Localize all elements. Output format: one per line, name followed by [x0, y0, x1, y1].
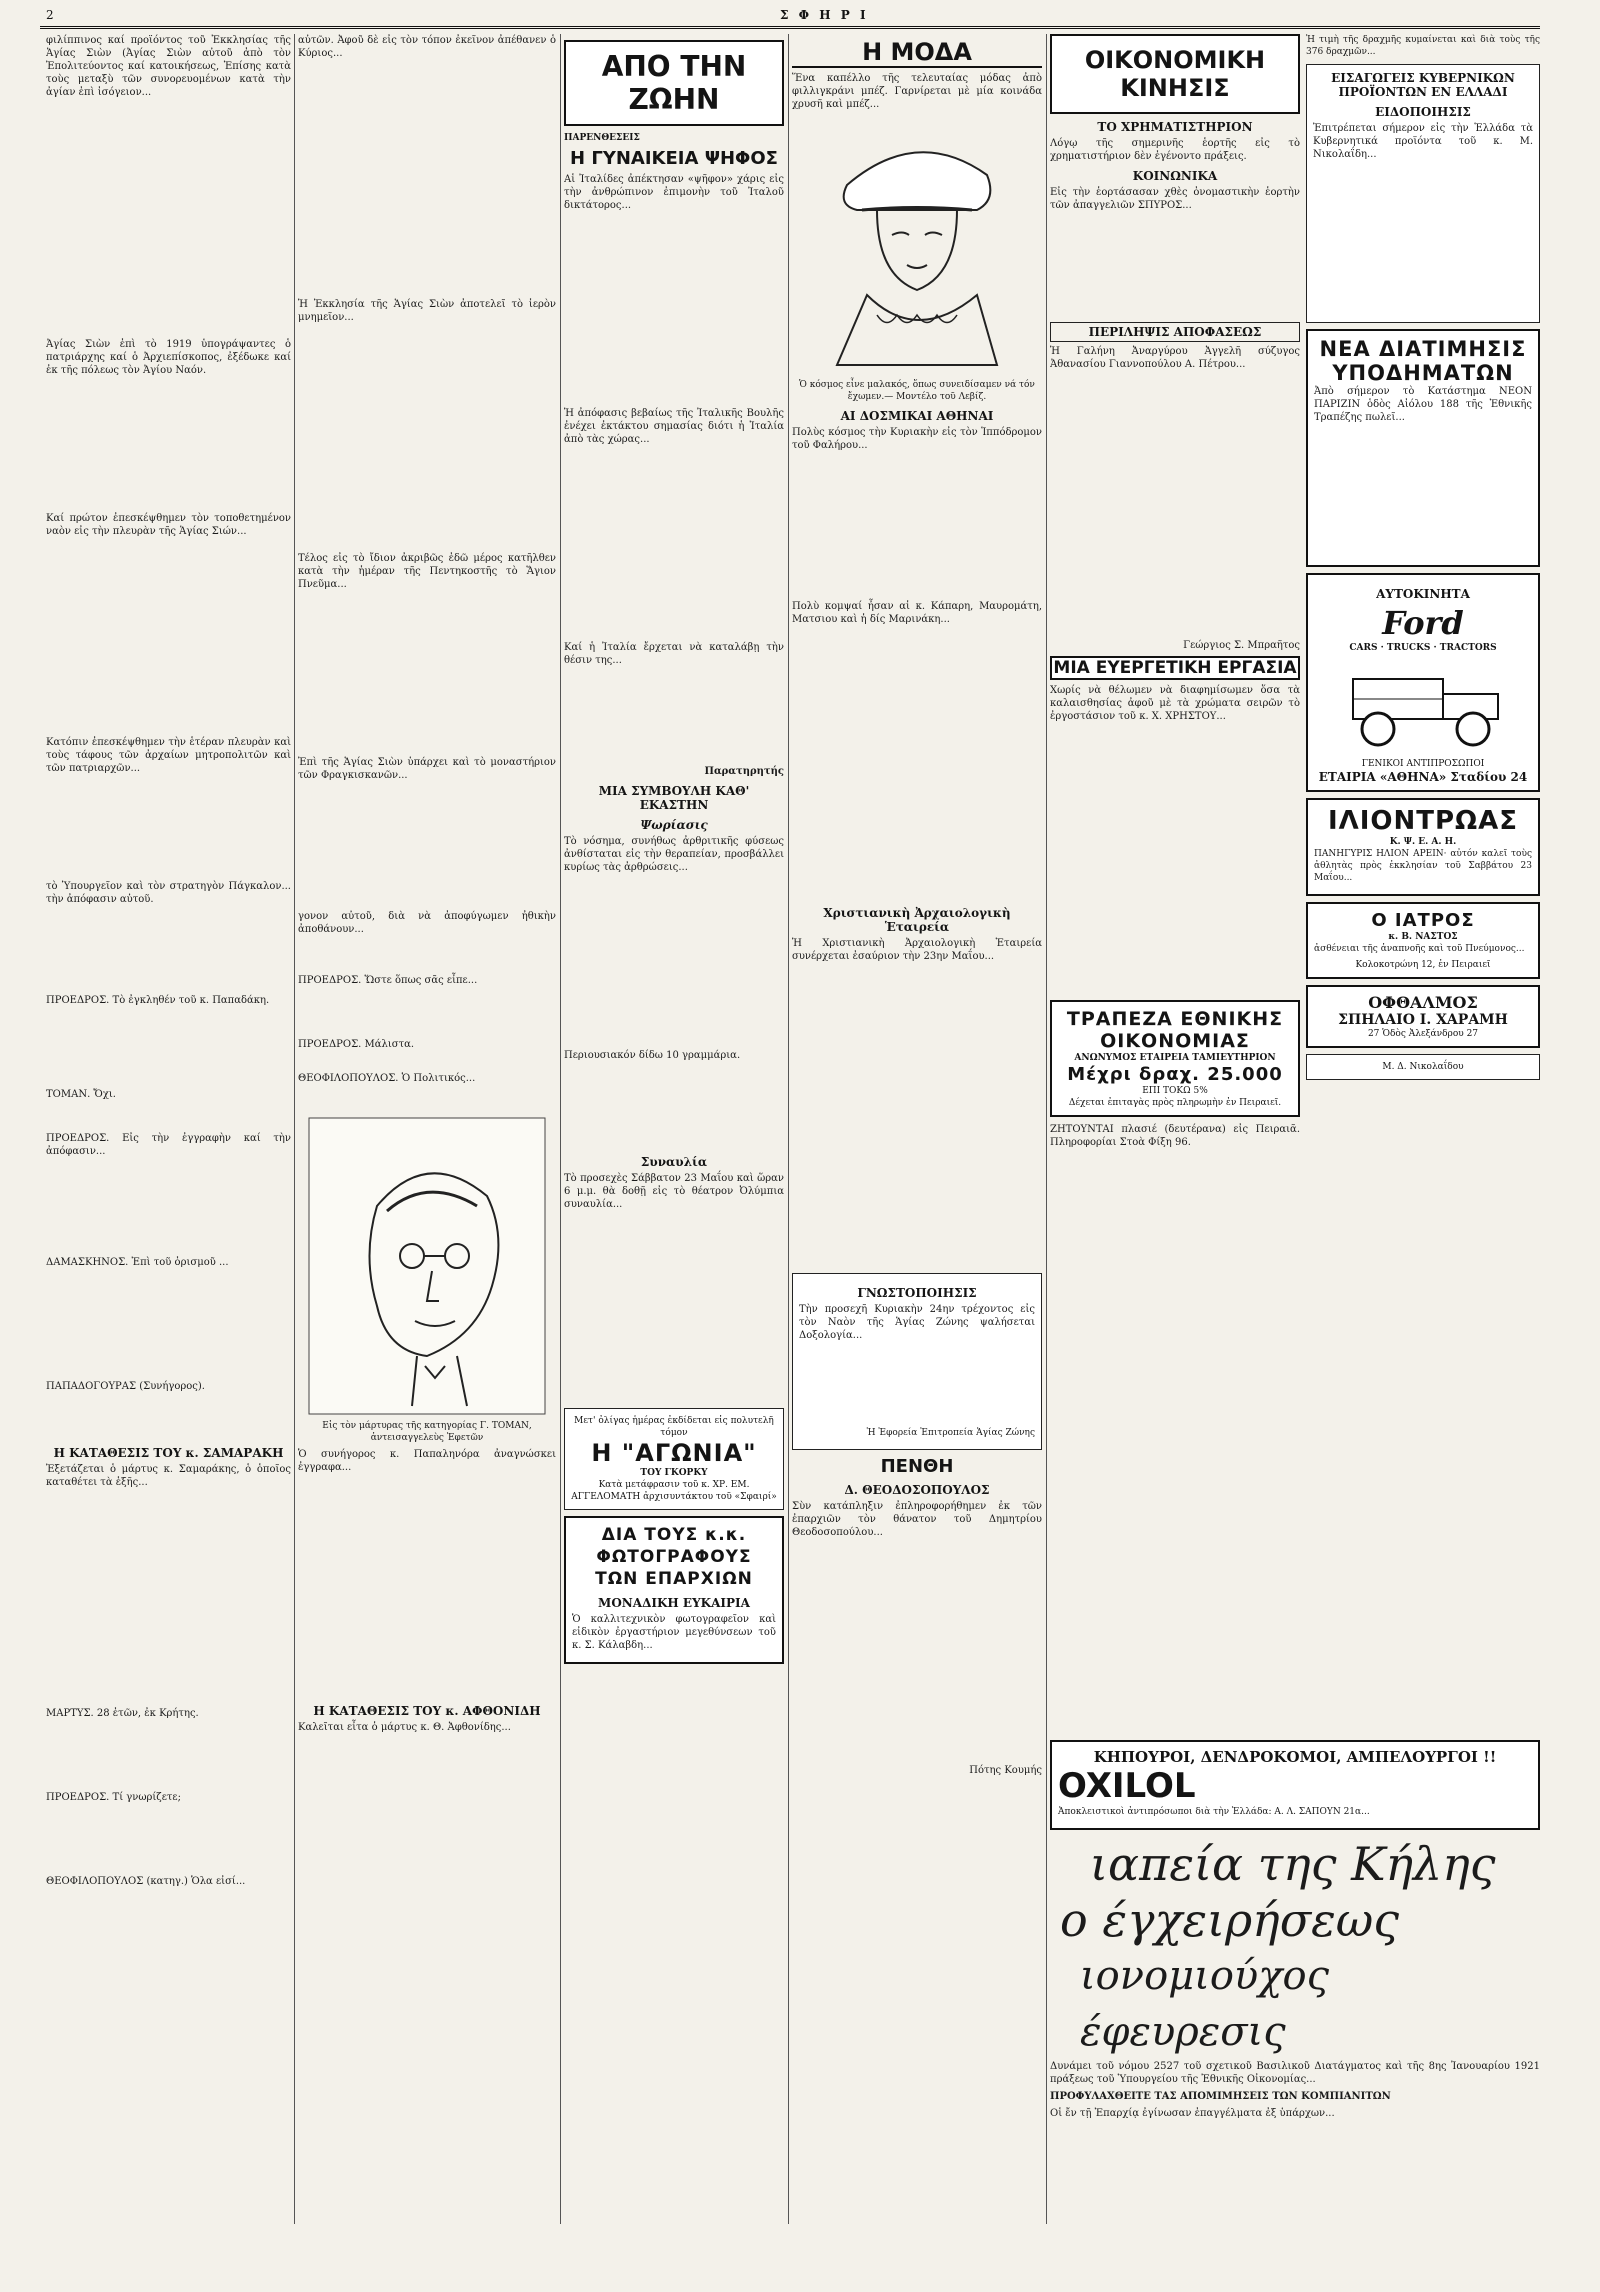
page-number: 2: [46, 8, 57, 22]
summary-text: Ἡ Γαλήνη Ἀναργύρου Ἀγγελῆ σύζυγος Ἀθανασίου Γιαννοπούλου Α. Πέτρου...: [1050, 346, 1300, 370]
importers-title: ΕΙΣΑΓΩΓΕΙΣ ΚΥΒΕΡΝΙΚΩΝ ΠΡΟΪΟΝΤΩΝ ΕΝ ΕΛΛΑΔΙ: [1331, 71, 1515, 99]
obituary-name: Δ. ΘΕΟΔΟΣΟΠΟΥΛΟΣ: [844, 1483, 990, 1497]
shoe-ad: [1306, 329, 1540, 567]
ad-text: Ὁ καλλιτεχνικὸν φωτογραφεῖον καὶ εἰδικὸν ἐργαστήριον μεγεθύνσεων τοῦ κ. Σ. Κάλαβδη...: [572, 1614, 776, 1651]
ad-title: Η "ΑΓΩΝΙΑ": [591, 1439, 757, 1467]
ad-subtitle: ΜΟΝΑΔΙΚΗ ΕΥΚΑΙΡΙΑ: [598, 1596, 750, 1610]
ford-logo: Ford: [1382, 604, 1464, 642]
economic-column: [1050, 34, 1300, 1724]
paragraph: ΘΕΟΦΙΛΟΠΟΥΛΟΣ (κατηγ.) Ὁλα εἰσί...: [46, 1876, 246, 1887]
paragraph: ΠΡΟΕΔΡΟΣ. Εἰς τὴν ἐγγραφὴν καί τὴν ἀπόφασιν...: [46, 1133, 291, 1157]
paragraph: ΠΡΟΕΔΡΟΣ. Ὥστε ὅπως σᾶς εἶπε...: [298, 975, 478, 986]
ad-agonia: [564, 1408, 784, 1510]
handwritten-line: ο έγχειρήσεως: [1060, 1893, 1400, 1947]
doctor-ad: [1306, 902, 1540, 979]
ad-author: ΤΟΥ ΓΚΟΡΚΥ: [640, 1468, 708, 1478]
column-rule: [560, 34, 561, 2224]
paragraph: Καλεῖται εἶτα ὁ μάρτυς κ. Θ. Ἀφθονίδης...: [298, 1722, 511, 1733]
paper-name: Σ Φ Η Ρ Ι: [780, 8, 869, 22]
column-5: [1050, 34, 1540, 2224]
paragraph: ΠΡΟΕΔΡΟΣ. Τὸ ἐγκληθέν τοῦ κ. Παπαδάκη.: [46, 995, 270, 1006]
oxilol-text: Ἀποκλειστικοὶ ἀντιπρόσωποι διὰ τὴν Ἑλλάδα: Α. Λ. ΣΑΠΟΥΝ 21α...: [1058, 1807, 1370, 1817]
patent-sub: Οἱ ἔν τῇ Ἐπαρχίᾳ ἐγίνωσαν ἐπαγγέλματα ἐξ ὑπάρχων...: [1050, 2108, 1335, 2119]
optician-shop: ΣΠΗΛΑΙΟ Ι. ΧΑΡΑΜΗ: [1338, 1012, 1508, 1028]
ford-head: ΑΥΤΟΚΙΝΗΤΑ: [1376, 587, 1470, 601]
importers-text: Ἐπιτρέπεται σήμερον εἰς τὴν Ἑλλάδα τὰ Κυβερνητικά προϊόντα τοῦ κ. Μ. Νικολαΐδη...: [1313, 123, 1533, 160]
subheading: Συναυλία: [640, 1155, 708, 1169]
paragraph: Καί ἡ Ἰταλία ἔρχεται νὰ καταλάβῃ τὴν θέσιν της...: [564, 642, 784, 666]
gardener-box: [1050, 1740, 1540, 1830]
paragraph: Κατόπιν ἐπεσκέψθημεν τὴν ἑτέραν πλευρὰν καὶ τοὺς τάφους τῶν ἀρχαίων μητροπολιτῶν καὶ τῶν πατριαρχῶν...: [46, 737, 291, 774]
paragraph: τὸ Ὑπουργεῖον καὶ τὸν στρατηγὸν Πάγκαλον... τὴν ἀπόφασιν αὐτοῦ.: [46, 881, 291, 905]
gardener-title: ΚΗΠΟΥΡΟΙ, ΔΕΝΔΡΟΚΟΜΟΙ, ΑΜΠΕΛΟΥΡΓΟΙ !!: [1093, 1748, 1497, 1766]
notice-box: [792, 1273, 1042, 1450]
column-1: [46, 34, 291, 2224]
paragraph: αὐτῶν. Ἀφοῦ δὲ εἰς τὸν τόπον ἐκεῖνον ἀπέθανεν ὁ Κύριος...: [298, 35, 556, 59]
subheading: ΑΙ ΔΟΣΜΙΚΑΙ ΑΘΗΝΑΙ: [840, 409, 994, 423]
handwritten-line: ιονομιούχος έφευρεσις: [1080, 1953, 1329, 2055]
bank-name: ΤΡΑΠΕΖΑ ΕΘΝΙΚΗΣ ΟΙΚΟΝΟΜΙΑΣ: [1066, 1008, 1284, 1052]
column-2: [298, 34, 556, 2224]
portrait-sketch: [307, 1116, 547, 1416]
economic-banner: [1050, 34, 1300, 114]
fashion-caption: Ὁ κόσμος εἶνε μαλακός, ὅπως συνειδίσαμεν νά τόν ἔχωμεν.— Μοντέλο τοῦ Λεβίζ.: [799, 380, 1035, 402]
summary-heading: ΠΕΡΙΛΗΨΙΣ ΑΠΟΦΑΣΕΩΣ: [1050, 322, 1300, 342]
bank-ad: [1050, 1000, 1300, 1117]
ad-note: Κατὰ μετάφρασιν τοῦ κ. ΧΡ. ΕΜ. ΑΓΓΕΛΟΜΑΤΗ ἀρχισυντάκτου τοῦ «Σφαιρί»: [571, 1480, 777, 1502]
oxilol-logo: OXILOL: [1058, 1766, 1196, 1806]
obituary-sign: Πότης Κουμής: [969, 1765, 1042, 1776]
section-banner: [564, 40, 784, 126]
patent-text: Δυνάμει τοῦ νόμου 2527 τοῦ σχετικοῦ Βασιλικοῦ Διατάγματος καὶ τῆς 8ης Ἰανουαρίου 1921 πράξεως τοῦ Ὑπουργείου τῆς Ἐθνικῆς Οἰκονομίας...: [1050, 2061, 1540, 2085]
ads-column: [1306, 34, 1540, 1454]
iliontroas-title: ΙΛΙΟΝΤΡΩΑΣ: [1327, 806, 1519, 836]
column-3: [564, 34, 784, 2224]
bank-sub: ΑΝΩΝΥΜΟΣ ΕΤΑΙΡΕΙΑ ΤΑΜΙΕΥΤΗΡΙΟΝ: [1074, 1053, 1276, 1063]
ford-company: ΕΤΑΙΡΙΑ «ΑΘΗΝΑ» Σταδίου 24: [1318, 770, 1528, 784]
paragraph: ΔΑΜΑΣΚΗΝΟΣ. Ἐπὶ τοῦ ὀρισμοῦ ...: [46, 1257, 229, 1268]
masthead: [40, 8, 1540, 29]
paragraph: Πολὺς κόσμος τὴν Κυριακὴν εἰς τὸν Ἱππόδρομον τοῦ Φαλήρου...: [792, 427, 1042, 451]
social-text: Εἰς τὴν ἑορτάσασαν χθὲς ὀνομαστικὴν ἑορτὴν τῶν ἀπαγγελιῶν ΣΠΥΡΟΣ...: [1050, 187, 1300, 211]
importers-ad: [1306, 64, 1540, 323]
ad-title: ΔΙΑ ΤΟΥΣ κ.κ. ΦΩΤΟΓΡΑΦΟΥΣ ΤΩΝ ΕΠΑΡΧΙΩΝ: [595, 1525, 753, 1589]
ford-sub: CARS · TRUCKS · TRACTORS: [1349, 643, 1497, 653]
wanted-ad: ΖΗΤΟΥΝΤΑΙ πλασιέ (δευτέρανα) εἰς Πειραιᾶ. Πληροφορίαι Στοὰ Φίξη 96.: [1050, 1124, 1300, 1148]
bank-note: Δέχεται ἐπιταγὰς πρὸς πληρωμὴν ἐν Πειραιεῖ.: [1068, 1098, 1282, 1108]
shoe-title: ΝΕΑ ΔΙΑΤΙΜΗΣΙΣ ΥΠΟΔΗΜΑΤΩΝ: [1319, 337, 1527, 385]
optician-ad: [1306, 985, 1540, 1048]
paragraph: Ἐξετάζεται ὁ μάρτυς κ. Σαμαράκης, ὁ ὁποῖος καταθέτει τὰ ἑξῆς...: [46, 1464, 291, 1488]
ad-photographers: [564, 1516, 784, 1664]
paragraph: Ἀγίας Σιὼν ἐπὶ τὸ 1919 ὑπογράψαντες ὁ πατριάρχης καί ὁ Ἀρχιεπίσκοπος, ἐξέδωκε καί ἐκ τῆς πόλεως τὸν Ἀγίου Ναόν.: [46, 339, 291, 376]
market-heading: ΤΟ ΧΡΗΜΑΤΙΣΤΗΡΙΟΝ: [1097, 120, 1253, 134]
iliontroas-text: ΠΑΝΗΓΥΡΙΣ ΗΛΙΟΝ ΑΡΕΙΝ· αὐτόν καλεῖ τοὺς ἀθλητὰς πρὸς ἐκκλησίαν τοῦ Σαββάτου 23 Μαΐου...: [1314, 849, 1532, 883]
paragraph: Ὁ συνήγορος κ. Παπαληνόρα ἀναγνώσκει ἐγγραφα...: [298, 1449, 556, 1473]
column-4: [792, 34, 1042, 2224]
ford-agent: ΓΕΝΙΚΟΙ ΑΝΤΙΠΡΟΣΩΠΟΙ: [1361, 759, 1485, 769]
column-rule: [1046, 34, 1047, 2224]
doctor-text: ἀσθένειαι τῆς ἀναπνοῆς καὶ τοῦ Πνεύμονος...: [1314, 944, 1525, 954]
column-head: ΜΙΑ ΣΥΜΒΟΥΛΗ ΚΑΘ' ΕΚΑΣΤΗΝ: [598, 784, 750, 812]
notice-small: Ἡ τιμὴ τῆς δραχμῆς κυμαίνεται καὶ διὰ τοὺς τῆς 376 δραχμῶν...: [1306, 35, 1540, 57]
paragraph: γονον αὐτοῦ, διὰ νὰ ἀποφύγωμεν ἠθικὴν ἀποθάνουν...: [298, 911, 556, 935]
notice-sign: Ἡ Ἐφορεία Ἐπιτροπεία Ἁγίας Ζώνης: [866, 1428, 1035, 1438]
summary-sign: Γεώργιος Σ. Μπραῆτος: [1183, 640, 1300, 651]
obituary-title: ΠΕΝΘΗ: [880, 1456, 954, 1477]
patent-warning: ΠΡΟΦΥΛΑΧΘΕΙΤΕ ΤΑΣ ΑΠΟΜΙΜΗΣΕΙΣ ΤΩΝ ΚΟΜΠΙΑΝΙΤΩΝ: [1050, 2091, 1391, 2102]
subheading: Χριστιανικὴ Ἀρχαιολογικὴ Ἑταιρεία: [823, 906, 1011, 934]
doctor-address: Κολοκοτρώνη 12, ἐν Πειραιεῖ: [1355, 960, 1491, 970]
optician-address: 27 Ὁδὸς Ἀλεξάνδρου 27: [1367, 1029, 1479, 1039]
column-rule: [788, 34, 789, 2224]
section-title: ΑΠΟ ΤΗΝ ΖΩΗΝ: [601, 50, 747, 116]
paragraph: ΤΟΜΑΝ. Ὄχι.: [46, 1089, 116, 1100]
fashion-illustration: [807, 115, 1027, 375]
byline: Παρατηρητής: [704, 766, 784, 777]
iliontroas-sub: Κ. Ψ. Ε. Α. Η.: [1389, 837, 1457, 847]
article-title: Η ΓΥΝΑΙΚΕΙΑ ΨΗΦΟΣ: [570, 148, 778, 169]
paragraph: ΠΑΠΑΔΟΓΟΥΡΑΣ (Συνήγορος).: [46, 1381, 205, 1392]
bank-rate: ΕΠΙ ΤΟΚΩ 5%: [1142, 1086, 1208, 1096]
paragraph: Καί πρώτον ἐπεσκέψθημεν τὸν τοποθετημένον ναὸν εἰς τὴν πλευρὰν τῆς Ἁγίας Σιών...: [46, 513, 291, 537]
portrait-caption: Εἰς τὸν μάρτυρας τῆς κατηγορίας Γ. ΤΟΜΑΝ, ἀντεισαγγελεὺς Ἐφετῶν: [322, 1421, 532, 1443]
advice-text: Τὸ νόσημα, συνήθως ἀρθριτικῆς φύσεως ἀνθίσταται εἰς τὴν θεραπείαν, προσβάλλει κυρίως τὰς ἀρθρώσεις...: [564, 836, 784, 873]
subheading: Η ΚΑΤΑΘΕΣΙΣ ΤΟΥ κ. ΣΑΜΑΡΑΚΗ: [53, 1446, 284, 1460]
column-rule: [294, 34, 295, 2224]
advice-title: Ψωρίασις: [640, 818, 708, 832]
iliontroas-ad: [1306, 798, 1540, 896]
subheading: Η ΚΑΤΑΘΕΣΙΣ ΤΟΥ κ. ΑΦΘΟΝΙΔΗ: [313, 1704, 541, 1718]
bottom-ad: [1050, 1734, 1540, 2224]
ad-intro: Μετ' ὀλίγας ἡμέρας ἐκδίδεται εἰς πολυτελῆ τόμον: [574, 1416, 774, 1438]
paragraph: Τὸ προσεχὲς Σάββατον 23 Μαΐου καὶ ὥραν 6 μ.μ. θὰ δοθῇ εἰς τὸ θέατρον Ὀλύμπια συναυλία...: [564, 1173, 784, 1210]
paragraph: ΠΡΟΕΔΡΟΣ. Τί γνωρίζετε;: [46, 1792, 181, 1803]
paragraph: Ἡ ἀπόφασις βεβαίως τῆς Ἰταλικῆς Βουλῆς ἐνέχει ἐκτάκτου σημασίας διότι ἡ Ἰταλία ἀπὸ τὰς χώρας...: [564, 408, 784, 445]
paragraph: Αἱ Ἰταλίδες ἀπέκτησαν «ψῆφον» χάρις εἰς τὴν ἀνθρώπινον ἐπιμονὴν τοῦ Ἰταλοῦ δικτάτορος...: [564, 174, 784, 211]
small-ad: Μ. Δ. Νικολαΐδου: [1306, 1054, 1540, 1080]
paragraph: ΠΡΟΕΔΡΟΣ. Μάλιστα.: [298, 1039, 415, 1050]
doctor-name: κ. Β. ΝΑΣΤΟΣ: [1388, 932, 1458, 942]
paragraph: Ἡ Ἐκκλησία τῆς Ἁγίας Σιὼν ἀποτελεῖ τὸ ἱερὸν μνημεῖον...: [298, 299, 556, 323]
ford-ad: [1306, 573, 1540, 792]
notice-title: ΓΝΩΣΤΟΠΟΙΗΣΙΣ: [857, 1286, 977, 1300]
shoe-text: Ἀπὸ σήμερον τὸ Κατάστημα ΝΕΟΝ ΠΑΡΙΖΙΝ ὁδὸς Αἰόλου 188 τῆς Ἐθνικῆς Τραπέζης πωλεῖ...: [1314, 386, 1532, 423]
doctor-title: Ο ΙΑΤΡΟΣ: [1371, 910, 1475, 931]
kicker: ΠΑΡΕΝΘΕΣΕΙΣ: [564, 133, 640, 143]
bank-offer: Μέχρι δραχ. 25.000: [1067, 1064, 1283, 1085]
obituary-text: Σὺν κατάπληξιν ἐπληροφορήθημεν ἐκ τῶν ἐπαρχιῶν τὸν θάνατον τοῦ Δημητρίου Θεοδοσοπούλου...: [792, 1501, 1042, 1538]
car-illustration: [1323, 654, 1523, 754]
paragraph: Τέλος εἰς τὸ ἴδιον ἀκριβῶς ἐδῶ μέρος κατῆλθεν κατὰ τὴν ἡμέραν τῆς Πεντηκοστῆς τὸ Ἅγιον Πνεῦμα...: [298, 553, 556, 590]
market-text: Λόγῳ τῆς σημερινῆς ἑορτῆς εἰς τὸ χρηματιστήριον δὲν ἐγένοντο πράξεις.: [1050, 138, 1300, 162]
fashion-intro: Ἕνα καπέλλο τῆς τελευταίας μόδας ἀπὸ φιλλιγκράνι μπέζ. Γαρνίρεται μὲ μία κοινάδα χρυσῆ καὶ μπέζ...: [792, 73, 1042, 110]
paragraph: Ἐπὶ τῆς Ἁγίας Σιὼν ὑπάρχει καὶ τὸ μοναστήριον τῶν Φραγκισκανῶν...: [298, 757, 556, 781]
fashion-title: Η ΜΟΔΑ: [792, 38, 1042, 68]
notice-text: Τὴν προσεχῆ Κυριακὴν 24ην τρέχοντος εἰς τὸν Ναὸν τῆς Ἁγίας Ζώνης ψαλήσεται Δοξολογία...: [799, 1304, 1035, 1341]
paragraph: ΜΑΡΤΥΣ. 28 ἐτῶν, ἐκ Κρήτης.: [46, 1708, 199, 1719]
paragraph: Περιουσιακόν δίδω 10 γραμμάρια.: [564, 1050, 741, 1061]
social-heading: ΚΟΙΝΩΝΙΚΑ: [1132, 169, 1218, 183]
work-title: ΜΙΑ ΕΥΕΡΓΕΤΙΚΗ ΕΡΓΑΣΙΑ: [1050, 656, 1300, 680]
paragraph: Πολὺ κομψαί ἦσαν αἱ κ. Κάπαρη, Μαυρομάτη, Ματσιου καὶ ἡ δίς Μαρινάκη...: [792, 601, 1042, 625]
handwritten-line: ιαπεία της Κήλης: [1090, 1837, 1496, 1891]
paragraph: ΘΕΟΦΙΛΟΠΟΥΛΟΣ. Ὁ Πολιτικός...: [298, 1073, 476, 1084]
importers-sub: ΕΙΔΟΠΟΙΗΣΙΣ: [1375, 105, 1471, 119]
paragraph: Ἡ Χριστιανικὴ Ἀρχαιολογικὴ Ἑταιρεία συνέρχεται ἐσαύριον τὴν 23ην Μαΐου...: [792, 938, 1042, 962]
paragraph: φιλίππινος καί προϊόντος τοῦ Ἐκκλησίας τῆς Ἁγίας Σιὼν (Ἀγίας Σιὼν αὐτοῦ ἀπὸ τὸν Ἐπολιτεύοντος καί κατοικήσεως, Ἐπίσης κατὰ τοὺς μεταξὺ τῶν συνορευομένων κατὰ τὴν ἀγίαν ἐπὶ ἰσόγειον...: [46, 35, 291, 98]
economic-title: ΟΙΚΟΝΟΜΙΚΗ ΚΙΝΗΣΙΣ: [1084, 46, 1266, 102]
work-text: Χωρίς νὰ θέλωμεν νὰ διαφημίσωμεν ὅσα τὰ καλαισθησίας ἀφοῦ μὲ τὰ χρώματα σειρῶν τὸ ἐργοστάσιον τοῦ κ. Χ. ΧΡΗΣΤΟΥ...: [1050, 685, 1300, 722]
optician-title: ΟΦΘΑΛΜΟΣ: [1368, 993, 1478, 1012]
